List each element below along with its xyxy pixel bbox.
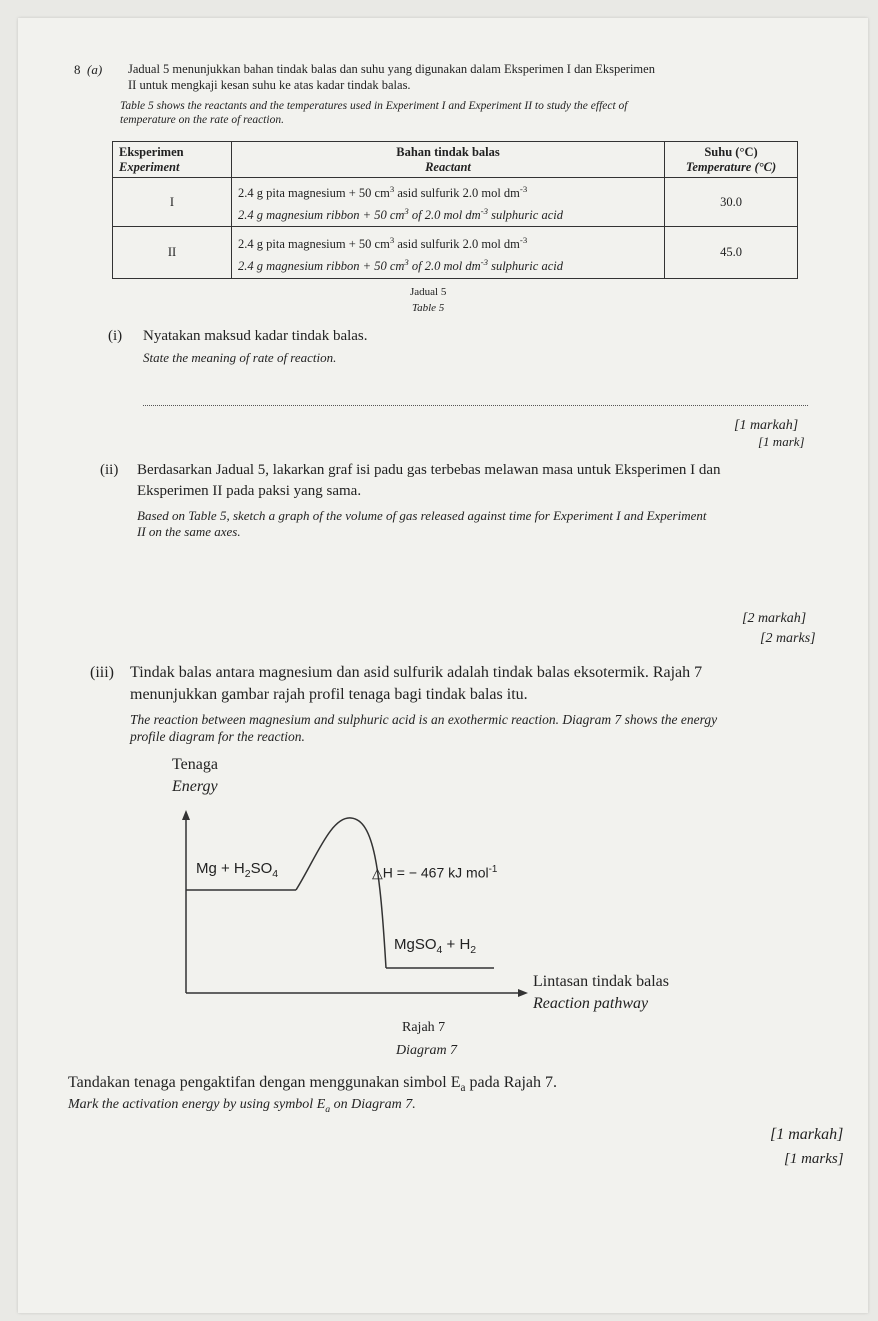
part-ii-ms-2: Eksperimen II pada paksi yang sama.: [137, 483, 362, 499]
table-row: [113, 227, 798, 279]
table-row: [113, 178, 798, 227]
part-i-en: State the meaning of rate of reaction.: [143, 350, 337, 365]
part-ii-ms-1: Berdasarkan Jadual 5, lakarkan graf isi padu gas terbebas melawan masa untuk Eksperimen I dan: [137, 462, 721, 478]
part-ii-marks-ms: [2 markah]: [742, 611, 807, 626]
intro-ms-2: II untuk mengkaji kesan suhu ke atas kadar tindak balas.: [128, 78, 411, 92]
answer-line[interactable]: [143, 405, 808, 406]
cell-experiment: I: [113, 178, 232, 227]
part-ii-en-2: II on the same axes.: [137, 524, 241, 539]
cell-temperature: 30.0: [665, 178, 798, 227]
header-experiment: Eksperimen Experiment: [113, 142, 232, 178]
task-marks-ms: [1 markah]: [770, 1126, 844, 1143]
table-caption-en: Table 5: [412, 302, 445, 314]
table-caption-ms: Jadual 5: [410, 286, 447, 298]
part-i-ms: Nyatakan maksud kadar tindak balas.: [143, 328, 368, 344]
part-i-marks-en: [1 mark]: [758, 434, 805, 449]
diagram-caption-en: Diagram 7: [396, 1043, 458, 1058]
y-axis-label-en: Energy: [172, 778, 218, 795]
cell-experiment: II: [113, 227, 232, 279]
part-iii-label: (iii): [90, 664, 114, 681]
y-axis-arrowhead: [182, 810, 190, 820]
intro-en-2: temperature on the rate of reaction.: [120, 114, 284, 126]
cell-reactant: 2.4 g pita magnesium + 50 $cm^3$ asid sulfurik 2.0 mol $dm^{-3}$ 2.4 g magnesium ribbon + 50 $cm^3$ of 2.0 mol $dm^{-3}$ sulphuric acid: [232, 227, 665, 279]
activation-curve: [296, 818, 386, 968]
intro-en-1: Table 5 shows the reactants and the temperatures used in Experiment I and Experiment II to study the effect of: [120, 100, 628, 112]
part-i-label: (i): [108, 328, 123, 344]
enthalpy-label: △H = − 467 kJ mol$^{-1}$: [372, 864, 498, 881]
part-iii-ms-1: Tindak balas antara magnesium dan asid sulfurik adalah tindak balas eksotermik. Rajah 7: [130, 664, 703, 681]
diagram-caption-ms: Rajah 7: [402, 1020, 446, 1035]
reactant-table: [112, 141, 798, 279]
task-en: Mark the activation energy by using symbol $E_a$ on Diagram 7.: [68, 1097, 416, 1115]
energy-profile-diagram: [176, 808, 576, 1008]
part-ii-label: (ii): [100, 462, 119, 478]
part-iii-en-1: The reaction between magnesium and sulphuric acid is an exothermic reaction. Diagram 7 shows the energy: [130, 712, 718, 727]
intro-ms-1: Jadual 5 menunjukkan bahan tindak balas dan suhu yang digunakan dalam Eksperimen I dan Eksperimen: [128, 62, 655, 76]
task-ms: Tandakan tenaga pengaktifan dengan menggunakan simbol $E_a$ pada Rajah 7.: [68, 1074, 558, 1095]
part-iii-en-2: profile diagram for the reaction.: [130, 729, 305, 744]
y-axis-label-ms: Tenaga: [172, 756, 218, 773]
products-label: MgSO$_4$ + $H_2$: [394, 936, 477, 956]
x-axis-label-en: Reaction pathway: [533, 995, 649, 1012]
header-temperature: Suhu (°C) Temperature (°C): [665, 142, 798, 178]
question-number: 8 (a): [74, 62, 103, 77]
header-reactant: Bahan tindak balas Reactant: [232, 142, 665, 178]
x-axis-label-ms: Lintasan tindak balas: [533, 973, 669, 990]
part-ii-marks-en: [2 marks]: [760, 631, 816, 646]
part-ii-en-1: Based on Table 5, sketch a graph of the volume of gas released against time for Experiment I and Experiment: [137, 508, 707, 523]
reactants-label: $Mg + H_2SO_4$: [196, 860, 279, 880]
x-axis-arrowhead: [518, 989, 528, 997]
cell-reactant: 2.4 g pita magnesium + 50 $cm^3$ asid sulfurik 2.0 mol $dm^{-3}$ 2.4 g magnesium ribbon + 50 $cm^3$ of 2.0 mol $dm^{-3}$ sulphuric acid: [232, 178, 665, 227]
part-i-marks-ms: [1 markah]: [734, 418, 799, 433]
table-header-row: [113, 142, 798, 178]
part-iii-ms-2: menunjukkan gambar rajah profil tenaga bagi tindak balas itu.: [130, 686, 528, 703]
cell-temperature: 45.0: [665, 227, 798, 279]
task-marks-en: [1 marks]: [784, 1151, 844, 1167]
